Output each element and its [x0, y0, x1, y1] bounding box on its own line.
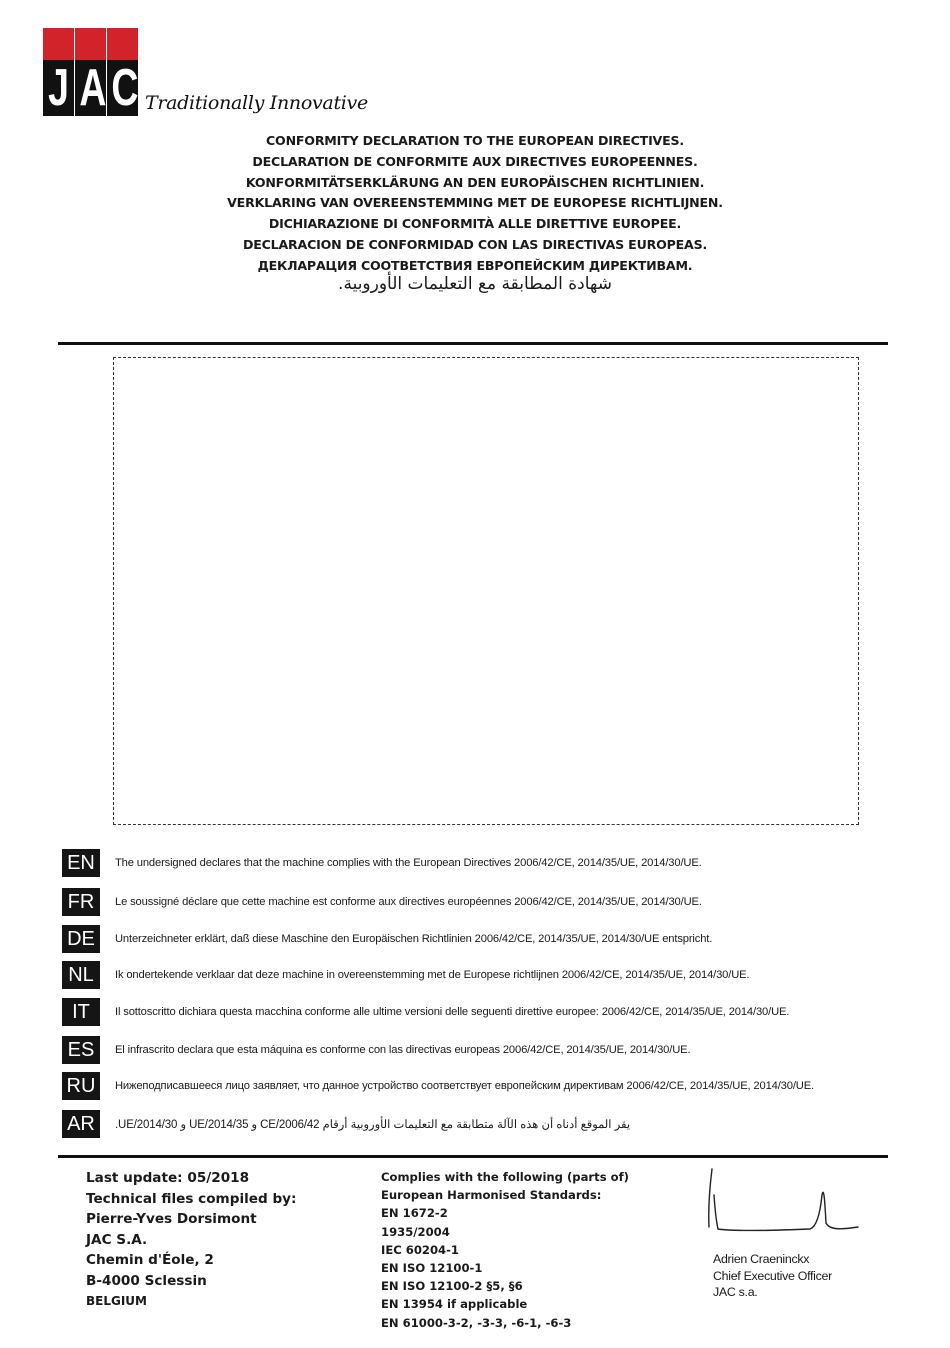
- compiled-by-label: Technical files compiled by:: [86, 1190, 297, 1207]
- standard-item: 1935/2004: [381, 1224, 450, 1239]
- standard-item: EN ISO 12100-1: [381, 1261, 483, 1276]
- top-divider: [58, 342, 888, 345]
- declaration-text: Нижеподписавшееся лицо заявляет, что данное устройство соответствует европейским директивам 2006/42/CE, 2014/35/UE, 2014/30/UE.: [115, 1080, 814, 1092]
- signer-title: Chief Executive Officer: [713, 1268, 832, 1283]
- harmonised-standards: [381, 1168, 629, 1332]
- title-es: DECLARACION DE CONFORMIDAD CON LAS DIRECTIVAS EUROPEAS.: [242, 236, 708, 252]
- jac-logo: [43, 28, 139, 116]
- title-ru: ДЕКЛАРАЦИЯ СООТВЕТСТВИЯ ЕВРОПЕЙСКИМ ДИРЕКТИВАМ.: [257, 257, 693, 273]
- logo-cell-j: [43, 28, 74, 116]
- title-ar: شهادة المطابقة مع التعليمات الأوروبية.: [338, 273, 612, 294]
- language-code-badge: IT: [62, 998, 100, 1026]
- company-name: JAC S.A.: [86, 1231, 148, 1248]
- language-code-badge: AR: [62, 1110, 100, 1138]
- language-code-badge: FR: [62, 888, 100, 916]
- compiler-name: Pierre-Yves Dorsimont: [86, 1211, 257, 1227]
- logo-letter: A: [79, 59, 107, 117]
- logo-letter: J: [48, 59, 69, 117]
- signer-name: Adrien Craeninckx: [713, 1252, 810, 1266]
- technical-file-info: [86, 1168, 296, 1312]
- standard-item: EN 13954 if applicable: [381, 1297, 528, 1312]
- machine-details-box: [113, 357, 859, 825]
- declaration-row-es: [62, 1036, 932, 1064]
- standard-item: EN 61000-3-2, -3-3, -6-1, -6-3: [381, 1315, 572, 1330]
- declaration-text: Il sottoscritto dichiara questa macchina conforme alle ultime versioni delle seguenti direttive europee: 2006/42/CE, 2014/35/UE, 2014/30/UE.: [115, 1006, 790, 1018]
- title-it: DICHIARAZIONE DI CONFORMITÀ ALLE DIRETTIVE EUROPEE.: [268, 216, 682, 232]
- last-update: Last update: 05/2018: [86, 1170, 250, 1186]
- address-city: B-4000 Sclessin: [86, 1272, 207, 1289]
- standards-heading: European Harmonised Standards:: [381, 1188, 602, 1203]
- handwritten-signature: [700, 1165, 860, 1245]
- logo-cell-c: [107, 28, 138, 116]
- declaration-text: Unterzeichneter erklärt, daß diese Maschine den Europäischen Richtlinien 2006/42/CE, 2014/35/UE, 2014/30/UE entspricht.: [115, 933, 713, 945]
- standard-item: EN ISO 12100-2 §5, §6: [381, 1279, 523, 1294]
- address-country: BELGIUM: [86, 1294, 147, 1308]
- language-code-badge: ES: [62, 1036, 100, 1064]
- title-de: KONFORMITÄTSERKLÄRUNG AN DEN EUROPÄISCHEN RICHTLINIEN.: [245, 174, 705, 190]
- bottom-divider: [58, 1155, 888, 1158]
- declaration-text: Le soussigné déclare que cette machine est conforme aux directives européennes 2006/42/CE, 2014/35/UE, 2014/30/UE.: [115, 896, 702, 908]
- title-fr: DECLARATION DE CONFORMITE AUX DIRECTIVES EUROPEENNES.: [252, 153, 698, 169]
- language-code-badge: DE: [62, 925, 100, 953]
- declaration-titles: [150, 131, 800, 295]
- language-code-badge: NL: [62, 961, 100, 989]
- standard-item: EN 1672-2: [381, 1206, 448, 1221]
- title-nl: VERKLARING VAN OVEREENSTEMMING MET DE EUROPESE RICHTLIJNEN.: [227, 195, 723, 211]
- declaration-text: يقر الموقع أدناه أن هذه الآلة متطابقة مع التعليمات الأوروبية أرقام CE/2006/42 و UE/2014/35 و UE/2014/30.: [115, 1119, 631, 1131]
- declaration-row-ar: [62, 1110, 932, 1138]
- signatory: [713, 1251, 832, 1301]
- declaration-row-fr: [62, 888, 932, 916]
- language-code-badge: EN: [62, 849, 100, 877]
- declaration-row-de: [62, 925, 932, 953]
- declaration-row-it: [62, 998, 932, 1026]
- declaration-text: Ik ondertekende verklaar dat deze machine in overeenstemming met de Europese richtlijnen 2006/42/CE, 2014/35/UE, 2014/30/UE.: [115, 969, 750, 981]
- declaration-text: El infrascrito declara que esta máquina es conforme con las directivas europeas 2006/42/CE, 2014/35/UE, 2014/30/UE.: [115, 1044, 691, 1056]
- logo-letter: C: [111, 59, 139, 117]
- signer-company: JAC s.a.: [713, 1285, 758, 1299]
- address-street: Chemin d'Éole, 2: [86, 1252, 214, 1268]
- declaration-text: The undersigned declares that the machine complies with the European Directives 2006/42/CE, 2014/35/UE, 2014/30/UE.: [115, 857, 702, 869]
- declaration-row-en: [62, 849, 932, 877]
- logo-cell-a: [75, 28, 106, 116]
- declaration-row-ru: [62, 1072, 932, 1100]
- declaration-row-nl: [62, 961, 932, 989]
- standards-intro: Complies with the following (parts of): [381, 1170, 629, 1184]
- standard-item: IEC 60204-1: [381, 1242, 459, 1257]
- title-en: CONFORMITY DECLARATION TO THE EUROPEAN DIRECTIVES.: [266, 133, 684, 148]
- tagline: Traditionally Innovative: [145, 92, 368, 114]
- language-code-badge: RU: [62, 1072, 100, 1100]
